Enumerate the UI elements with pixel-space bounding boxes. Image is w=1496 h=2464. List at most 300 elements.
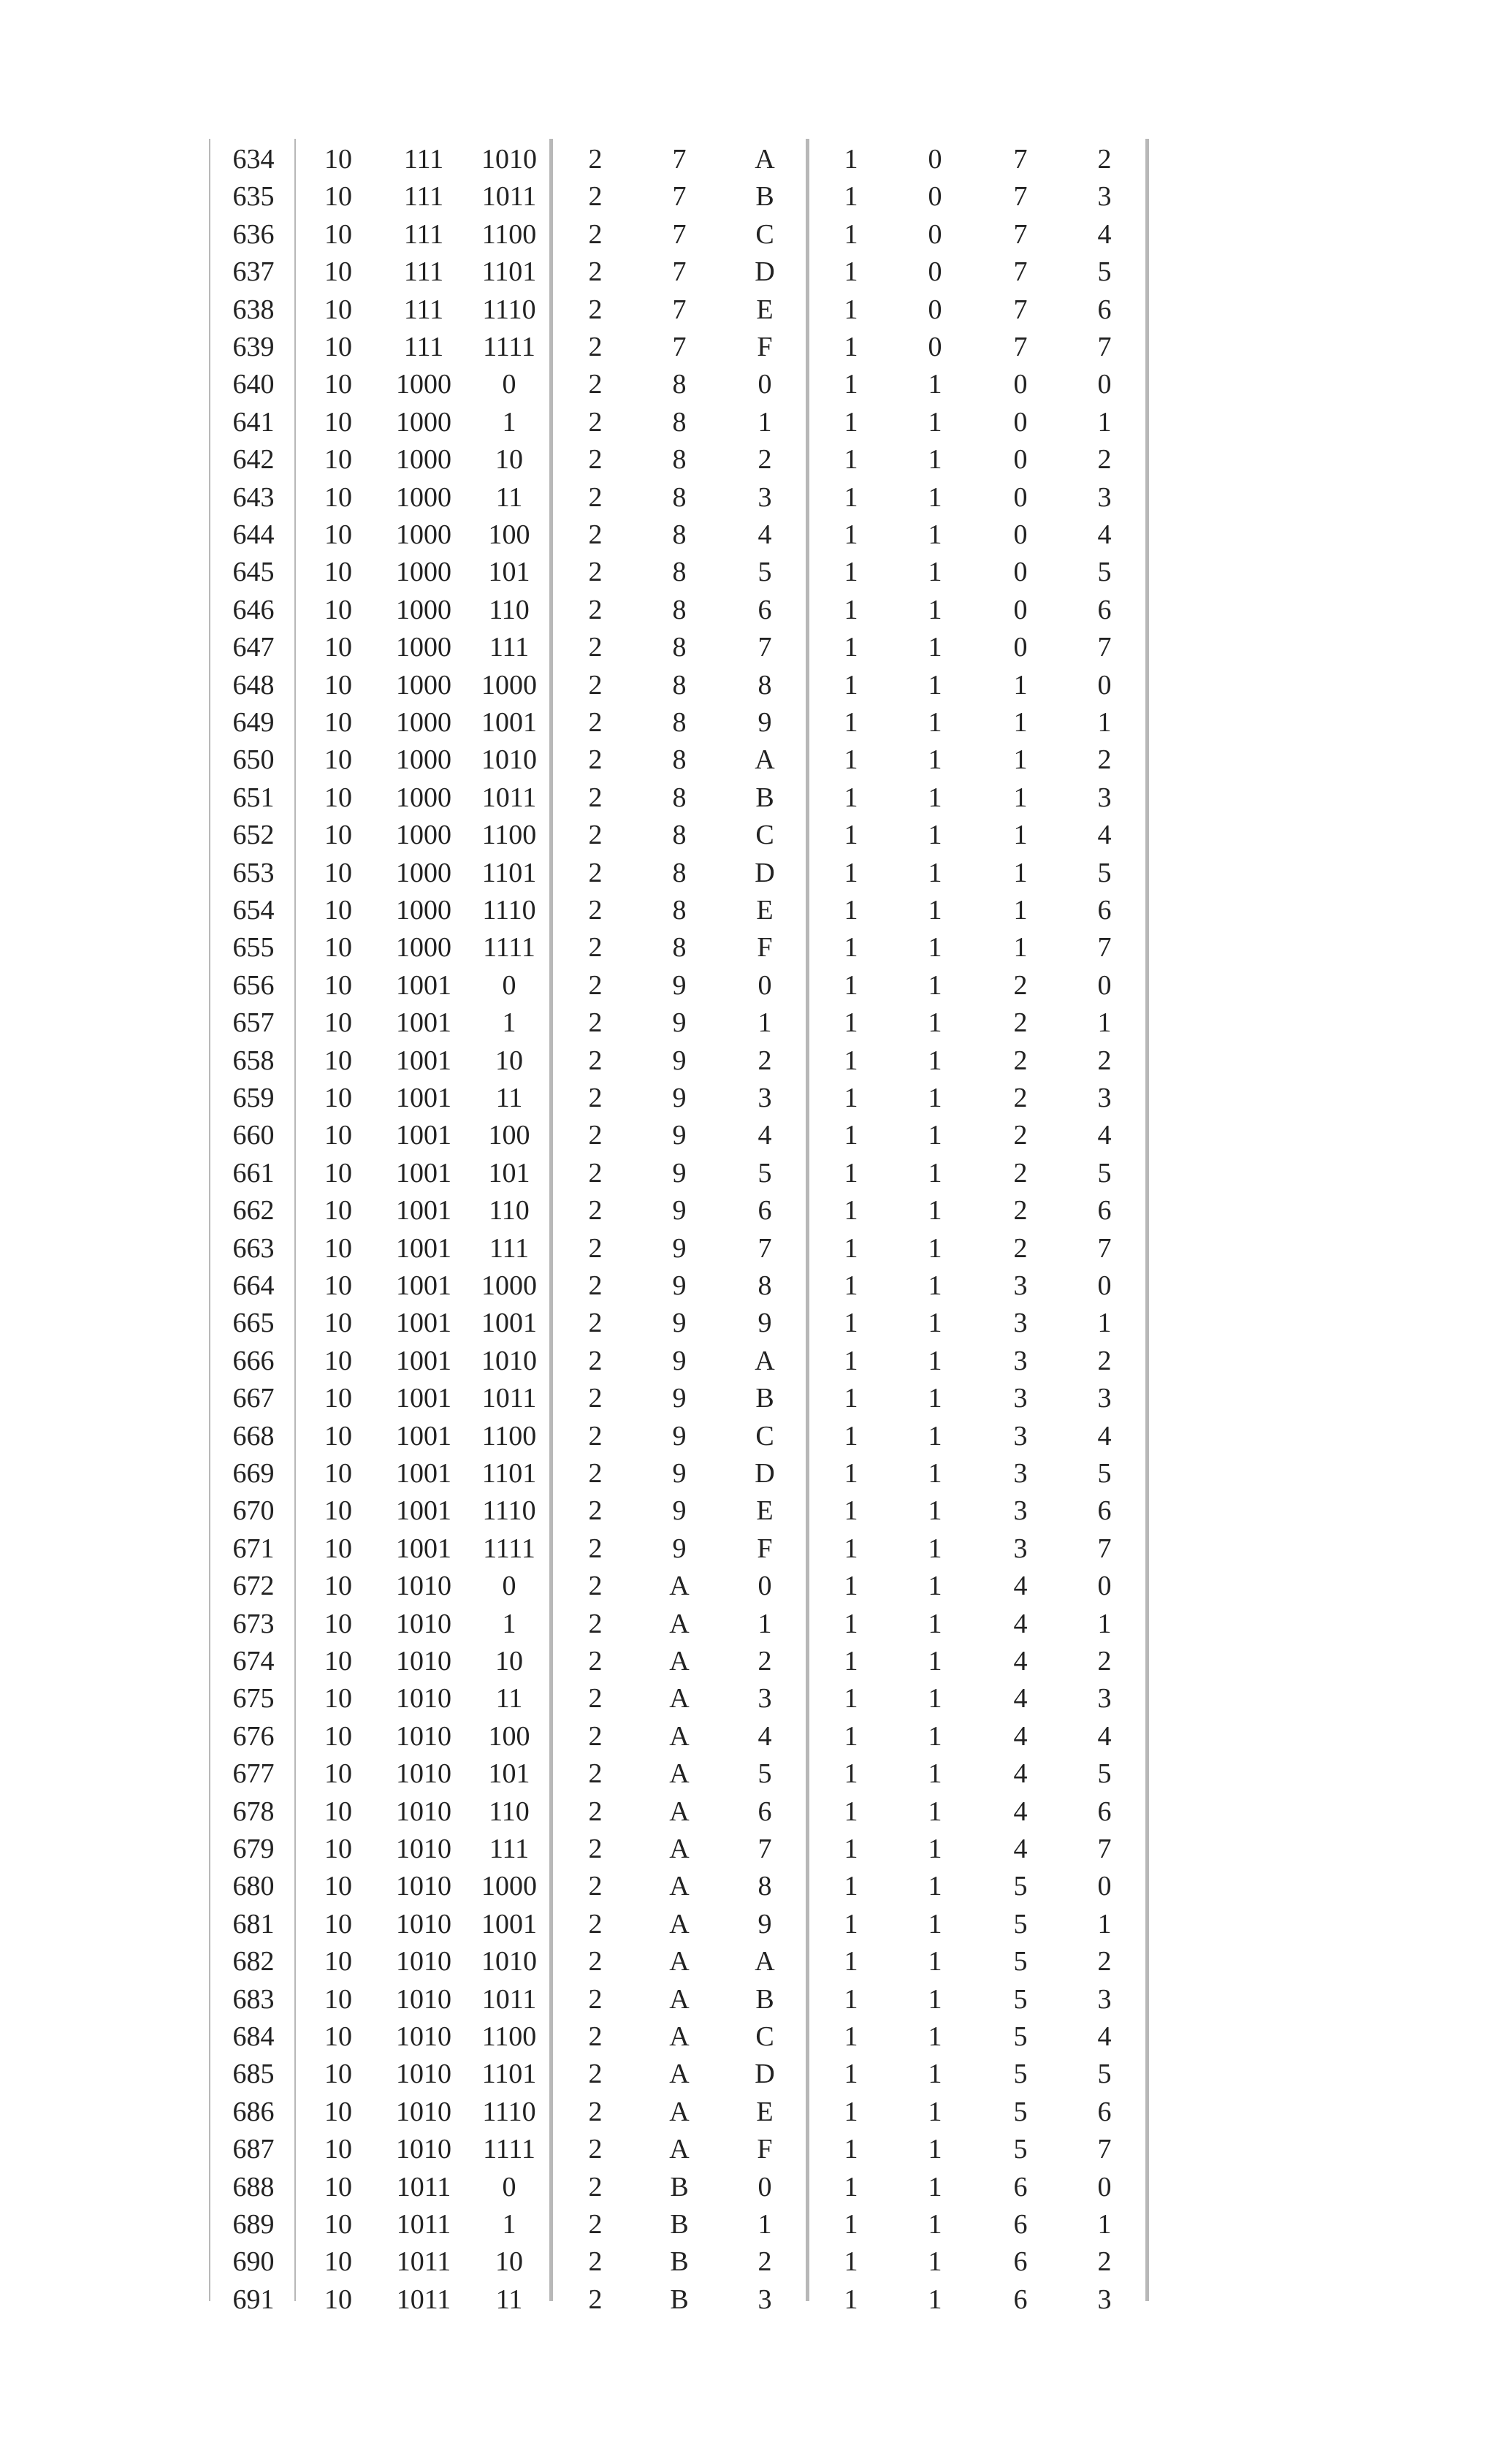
octal-digit-2: 1: [928, 1007, 942, 1039]
binary-group-3: 1100: [481, 2021, 537, 2052]
binary-group-3: 1111: [483, 2134, 535, 2165]
octal-digit-3: 5: [1013, 1871, 1028, 1902]
decimal-cell: 644: [232, 519, 275, 550]
binary-group-1: 10: [324, 2134, 352, 2165]
octal-digit-1: 1: [844, 1195, 858, 1227]
hex-digit-1: 2: [588, 744, 603, 776]
octal-digit-2: 1: [928, 1983, 942, 2015]
binary-group-2: 1001: [396, 1533, 451, 1564]
hex-digit-3: 9: [757, 707, 772, 738]
hex-digit-1: 2: [588, 1646, 603, 1677]
octal-digit-4: 6: [1097, 1495, 1112, 1527]
octal-digit-3: 7: [1013, 332, 1028, 362]
hex-digit-1: 2: [588, 1308, 603, 1339]
binary-group-1: 10: [324, 1383, 352, 1414]
binary-group-2: 1000: [396, 782, 451, 813]
octal-digit-2: 1: [928, 1045, 942, 1076]
octal-digit-3: 1: [1013, 707, 1028, 738]
octal-digit-2: 1: [928, 2096, 942, 2127]
hex-digit-2: A: [669, 1646, 690, 1677]
binary-group-1: 10: [324, 632, 352, 663]
binary-group-3: 1111: [483, 332, 535, 362]
table-row: [0, 817, 1496, 854]
octal-digit-4: 6: [1097, 294, 1112, 325]
hex-digit-3: A: [755, 1345, 775, 1376]
table-row: [0, 1267, 1496, 1305]
binary-group-3: 110: [489, 1195, 530, 1227]
octal-digit-3: 4: [1013, 1683, 1028, 1714]
hex-digit-1: 2: [588, 1232, 603, 1264]
hex-digit-1: 2: [588, 2209, 603, 2240]
octal-digit-2: 1: [928, 594, 942, 625]
octal-digit-4: 3: [1097, 1983, 1112, 2015]
octal-digit-2: 1: [928, 1308, 942, 1339]
hex-digit-1: 2: [588, 1908, 603, 1939]
hex-digit-1: 2: [588, 1157, 603, 1189]
binary-group-3: 0: [502, 369, 516, 400]
binary-group-1: 10: [324, 1871, 352, 1902]
octal-digit-3: 3: [1013, 1345, 1028, 1376]
decimal-cell: 687: [232, 2134, 275, 2165]
hex-digit-2: 8: [672, 707, 687, 738]
octal-digit-1: 1: [844, 1608, 858, 1639]
octal-digit-3: 0: [1013, 481, 1028, 513]
octal-digit-2: 1: [928, 1834, 942, 1864]
hex-digit-2: 9: [672, 1157, 687, 1189]
octal-digit-2: 1: [928, 1871, 942, 1902]
octal-digit-1: 1: [844, 669, 858, 701]
hex-digit-1: 2: [588, 857, 603, 888]
hex-digit-1: 2: [588, 1796, 603, 1827]
binary-group-3: 0: [502, 1571, 516, 1602]
octal-digit-1: 1: [844, 707, 858, 738]
hex-digit-3: A: [755, 744, 775, 776]
binary-group-3: 1100: [481, 1420, 537, 1452]
binary-group-1: 10: [324, 1195, 352, 1227]
binary-group-3: 1100: [481, 820, 537, 851]
hex-digit-2: A: [669, 1571, 690, 1602]
binary-group-2: 1000: [396, 444, 451, 476]
hex-digit-2: A: [669, 2021, 690, 2052]
binary-group-3: 0: [502, 2171, 516, 2202]
octal-digit-1: 1: [844, 2134, 858, 2165]
octal-digit-3: 7: [1013, 144, 1028, 175]
octal-digit-1: 1: [844, 2209, 858, 2240]
table-row: [0, 404, 1496, 441]
octal-digit-4: 3: [1097, 2284, 1112, 2315]
binary-group-2: 111: [403, 181, 444, 213]
hex-digit-2: A: [669, 1796, 690, 1827]
hex-digit-3: B: [755, 1983, 774, 2015]
hex-digit-3: C: [755, 218, 774, 250]
octal-digit-3: 4: [1013, 1646, 1028, 1677]
octal-digit-4: 0: [1097, 969, 1112, 1001]
octal-digit-4: 0: [1097, 1270, 1112, 1301]
table-row: [0, 592, 1496, 629]
hex-digit-1: 2: [588, 2284, 603, 2315]
hex-digit-3: 0: [757, 1571, 772, 1602]
binary-group-1: 10: [324, 1908, 352, 1939]
binary-group-1: 10: [324, 1420, 352, 1452]
octal-digit-4: 0: [1097, 1871, 1112, 1902]
hex-digit-3: 0: [757, 369, 772, 400]
binary-group-1: 10: [324, 1720, 352, 1752]
octal-digit-1: 1: [844, 1983, 858, 2015]
octal-digit-2: 1: [928, 1383, 942, 1414]
octal-digit-1: 1: [844, 857, 858, 888]
hex-digit-3: 5: [757, 1157, 772, 1189]
decimal-cell: 637: [232, 256, 275, 288]
binary-group-3: 111: [489, 1232, 530, 1264]
hex-digit-2: A: [669, 1683, 690, 1714]
octal-digit-3: 1: [1013, 932, 1028, 964]
octal-digit-4: 3: [1097, 1683, 1112, 1714]
decimal-cell: 666: [232, 1345, 275, 1376]
octal-digit-1: 1: [844, 332, 858, 362]
decimal-cell: 640: [232, 369, 275, 400]
octal-digit-3: 0: [1013, 632, 1028, 663]
hex-digit-1: 2: [588, 2171, 603, 2202]
binary-group-2: 1010: [396, 1946, 451, 1977]
octal-digit-1: 1: [844, 1383, 858, 1414]
octal-digit-3: 1: [1013, 857, 1028, 888]
hex-digit-2: 8: [672, 632, 687, 663]
binary-group-2: 1001: [396, 1270, 451, 1301]
hex-digit-2: 8: [672, 406, 687, 438]
octal-digit-3: 2: [1013, 1195, 1028, 1227]
octal-digit-3: 0: [1013, 406, 1028, 438]
binary-group-2: 1010: [396, 1608, 451, 1639]
binary-group-2: 1001: [396, 969, 451, 1001]
octal-digit-1: 1: [844, 406, 858, 438]
hex-digit-3: 7: [757, 1834, 772, 1864]
decimal-cell: 664: [232, 1270, 275, 1301]
octal-digit-1: 1: [844, 519, 858, 550]
table-row: [0, 1831, 1496, 1868]
hex-digit-2: 9: [672, 1083, 687, 1113]
octal-digit-2: 1: [928, 2021, 942, 2052]
octal-digit-3: 3: [1013, 1420, 1028, 1452]
decimal-cell: 658: [232, 1045, 275, 1076]
hex-digit-2: A: [669, 1720, 690, 1752]
hex-digit-1: 2: [588, 1270, 603, 1301]
hex-digit-1: 2: [588, 1495, 603, 1527]
octal-digit-4: 2: [1097, 2246, 1112, 2278]
table-row: [0, 2131, 1496, 2168]
hex-digit-2: A: [669, 1946, 690, 1977]
octal-digit-1: 1: [844, 1157, 858, 1189]
binary-group-3: 111: [489, 632, 530, 663]
octal-digit-2: 1: [928, 1420, 942, 1452]
binary-group-3: 101: [488, 1157, 530, 1189]
hex-digit-3: E: [756, 294, 774, 325]
binary-group-3: 10: [495, 1646, 523, 1677]
octal-digit-3: 2: [1013, 1083, 1028, 1113]
binary-group-2: 1001: [396, 1495, 451, 1527]
table-row: [0, 967, 1496, 1004]
octal-digit-2: 1: [928, 1946, 942, 1977]
hex-digit-2: A: [669, 1908, 690, 1939]
octal-digit-1: 1: [844, 895, 858, 926]
binary-group-3: 101: [488, 1758, 530, 1790]
binary-group-1: 10: [324, 2096, 352, 2127]
octal-digit-1: 1: [844, 256, 858, 288]
hex-digit-1: 2: [588, 820, 603, 851]
octal-digit-4: 1: [1097, 1908, 1112, 1939]
binary-group-3: 1110: [482, 294, 536, 325]
binary-group-1: 10: [324, 820, 352, 851]
binary-group-3: 100: [488, 1120, 530, 1151]
hex-digit-3: 8: [757, 1871, 772, 1902]
octal-digit-4: 2: [1097, 444, 1112, 476]
hex-digit-1: 2: [588, 895, 603, 926]
hex-digit-3: C: [755, 2021, 774, 2052]
octal-digit-4: 7: [1097, 1834, 1112, 1864]
hex-digit-3: D: [755, 256, 775, 288]
hex-digit-2: B: [670, 2209, 689, 2240]
hex-digit-3: 2: [757, 1646, 772, 1677]
decimal-cell: 634: [232, 144, 275, 175]
octal-digit-2: 1: [928, 444, 942, 476]
octal-digit-2: 1: [928, 2246, 942, 2278]
octal-digit-4: 1: [1097, 1308, 1112, 1339]
octal-digit-4: 4: [1097, 519, 1112, 550]
octal-digit-4: 5: [1097, 256, 1112, 288]
octal-digit-4: 5: [1097, 2059, 1112, 2090]
hex-digit-2: 9: [672, 1458, 687, 1489]
decimal-cell: 645: [232, 557, 275, 588]
binary-group-3: 1001: [481, 1308, 537, 1339]
binary-group-3: 1011: [481, 1383, 537, 1414]
octal-digit-1: 1: [844, 1045, 858, 1076]
decimal-cell: 670: [232, 1495, 275, 1527]
decimal-cell: 680: [232, 1871, 275, 1902]
binary-group-2: 1010: [396, 2096, 451, 2127]
octal-digit-3: 7: [1013, 294, 1028, 325]
octal-digit-1: 1: [844, 1646, 858, 1677]
binary-group-3: 11: [495, 1683, 523, 1714]
octal-digit-1: 1: [844, 218, 858, 250]
binary-group-1: 10: [324, 2021, 352, 2052]
octal-digit-3: 0: [1013, 557, 1028, 588]
binary-group-1: 10: [324, 1007, 352, 1039]
octal-digit-2: 1: [928, 1232, 942, 1264]
octal-digit-1: 1: [844, 1946, 858, 1977]
octal-digit-3: 4: [1013, 1608, 1028, 1639]
table-row: [0, 1718, 1496, 1755]
octal-digit-1: 1: [844, 820, 858, 851]
octal-digit-2: 1: [928, 1608, 942, 1639]
hex-digit-1: 2: [588, 632, 603, 663]
binary-group-3: 11: [495, 481, 523, 513]
decimal-cell: 682: [232, 1946, 275, 1977]
octal-digit-4: 6: [1097, 594, 1112, 625]
binary-group-1: 10: [324, 1120, 352, 1151]
decimal-cell: 681: [232, 1908, 275, 1939]
octal-digit-2: 1: [928, 1083, 942, 1113]
octal-digit-2: 1: [928, 820, 942, 851]
octal-digit-1: 1: [844, 1533, 858, 1564]
binary-group-2: 1010: [396, 2021, 451, 2052]
binary-group-2: 111: [403, 256, 444, 288]
octal-digit-4: 6: [1097, 895, 1112, 926]
hex-digit-3: C: [755, 1420, 774, 1452]
binary-group-2: 1001: [396, 1308, 451, 1339]
octal-digit-1: 1: [844, 1345, 858, 1376]
hex-digit-3: 5: [757, 1758, 772, 1790]
hex-digit-2: 9: [672, 1270, 687, 1301]
table-row: [0, 441, 1496, 478]
hex-digit-3: 3: [757, 1083, 772, 1113]
binary-group-2: 1001: [396, 1420, 451, 1452]
binary-group-3: 101: [488, 557, 530, 588]
table-row: [0, 1155, 1496, 1192]
decimal-cell: 671: [232, 1533, 275, 1564]
octal-digit-4: 1: [1097, 707, 1112, 738]
hex-digit-3: E: [756, 1495, 774, 1527]
binary-group-1: 10: [324, 2059, 352, 2090]
octal-digit-1: 1: [844, 1120, 858, 1151]
octal-digit-2: 1: [928, 895, 942, 926]
octal-digit-2: 1: [928, 557, 942, 588]
octal-digit-4: 0: [1097, 369, 1112, 400]
hex-digit-1: 2: [588, 481, 603, 513]
binary-group-1: 10: [324, 857, 352, 888]
octal-digit-3: 0: [1013, 519, 1028, 550]
hex-digit-1: 2: [588, 2134, 603, 2165]
hex-digit-1: 2: [588, 519, 603, 550]
table-row: [0, 1906, 1496, 1943]
decimal-cell: 657: [232, 1007, 275, 1039]
binary-group-1: 10: [324, 1646, 352, 1677]
table-row: [0, 253, 1496, 291]
decimal-cell: 689: [232, 2209, 275, 2240]
hex-digit-2: 7: [672, 256, 687, 288]
octal-digit-4: 7: [1097, 2134, 1112, 2165]
octal-digit-3: 5: [1013, 2059, 1028, 2090]
table-row: [0, 1455, 1496, 1492]
hex-digit-1: 2: [588, 1083, 603, 1113]
binary-group-3: 1000: [481, 669, 537, 701]
hex-digit-3: F: [757, 332, 773, 362]
octal-digit-2: 1: [928, 782, 942, 813]
octal-digit-2: 0: [928, 294, 942, 325]
hex-digit-3: F: [757, 932, 773, 964]
binary-group-2: 1001: [396, 1195, 451, 1227]
binary-group-1: 10: [324, 557, 352, 588]
binary-group-2: 1000: [396, 744, 451, 776]
binary-group-2: 1001: [396, 1007, 451, 1039]
binary-group-2: 1010: [396, 1720, 451, 1752]
table-row: [0, 1755, 1496, 1793]
hex-digit-3: 1: [757, 2209, 772, 2240]
hex-digit-3: F: [757, 2134, 773, 2165]
decimal-cell: 673: [232, 1608, 275, 1639]
binary-group-2: 1010: [396, 1571, 451, 1602]
binary-group-3: 1101: [481, 1458, 537, 1489]
binary-group-1: 10: [324, 1232, 352, 1264]
octal-digit-1: 1: [844, 1495, 858, 1527]
hex-digit-3: 6: [757, 594, 772, 625]
octal-digit-1: 1: [844, 557, 858, 588]
decimal-cell: 688: [232, 2171, 275, 2202]
octal-digit-4: 2: [1097, 1646, 1112, 1677]
octal-digit-1: 1: [844, 2059, 858, 2090]
hex-digit-2: 9: [672, 1345, 687, 1376]
binary-group-2: 1001: [396, 1083, 451, 1113]
binary-group-1: 10: [324, 1308, 352, 1339]
hex-digit-1: 2: [588, 218, 603, 250]
hex-digit-3: B: [755, 782, 774, 813]
hex-digit-3: 9: [757, 1908, 772, 1939]
hex-digit-2: B: [670, 2171, 689, 2202]
binary-group-2: 1000: [396, 406, 451, 438]
hex-digit-2: 7: [672, 294, 687, 325]
binary-group-3: 1101: [481, 2059, 537, 2090]
octal-digit-1: 1: [844, 1908, 858, 1939]
decimal-cell: 642: [232, 444, 275, 476]
hex-digit-3: E: [756, 2096, 774, 2127]
hex-digit-1: 2: [588, 969, 603, 1001]
table-row: [0, 2243, 1496, 2281]
binary-group-1: 10: [324, 744, 352, 776]
binary-group-2: 1001: [396, 1383, 451, 1414]
octal-digit-4: 4: [1097, 820, 1112, 851]
octal-digit-2: 1: [928, 2134, 942, 2165]
binary-group-1: 10: [324, 1608, 352, 1639]
hex-digit-1: 2: [588, 2021, 603, 2052]
hex-digit-1: 2: [588, 2246, 603, 2278]
octal-digit-3: 5: [1013, 1908, 1028, 1939]
binary-group-2: 1000: [396, 369, 451, 400]
binary-group-1: 10: [324, 1270, 352, 1301]
table-row: [0, 554, 1496, 591]
binary-group-1: 10: [324, 2284, 352, 2315]
hex-digit-2: 7: [672, 144, 687, 175]
binary-group-2: 1000: [396, 594, 451, 625]
hex-digit-1: 2: [588, 406, 603, 438]
table-row: [0, 1793, 1496, 1831]
octal-digit-3: 6: [1013, 2246, 1028, 2278]
octal-digit-3: 3: [1013, 1308, 1028, 1339]
binary-group-2: 1000: [396, 519, 451, 550]
octal-digit-4: 7: [1097, 932, 1112, 964]
octal-digit-2: 1: [928, 1120, 942, 1151]
decimal-cell: 679: [232, 1834, 275, 1864]
octal-digit-1: 1: [844, 1420, 858, 1452]
hex-digit-3: 7: [757, 1232, 772, 1264]
hex-digit-1: 2: [588, 557, 603, 588]
octal-digit-4: 3: [1097, 481, 1112, 513]
octal-digit-3: 1: [1013, 669, 1028, 701]
octal-digit-3: 3: [1013, 1270, 1028, 1301]
octal-digit-3: 4: [1013, 1571, 1028, 1602]
binary-group-3: 1110: [482, 895, 536, 926]
hex-digit-3: F: [757, 1533, 773, 1564]
binary-group-3: 110: [489, 1796, 530, 1827]
octal-digit-3: 0: [1013, 444, 1028, 476]
binary-group-3: 1111: [483, 1533, 535, 1564]
binary-group-1: 10: [324, 669, 352, 701]
hex-digit-2: 8: [672, 669, 687, 701]
octal-digit-1: 1: [844, 2096, 858, 2127]
hex-digit-2: 9: [672, 1420, 687, 1452]
hex-digit-1: 2: [588, 1720, 603, 1752]
binary-group-3: 1: [502, 406, 516, 438]
binary-group-1: 10: [324, 256, 352, 288]
octal-digit-3: 2: [1013, 1232, 1028, 1264]
octal-digit-1: 1: [844, 294, 858, 325]
